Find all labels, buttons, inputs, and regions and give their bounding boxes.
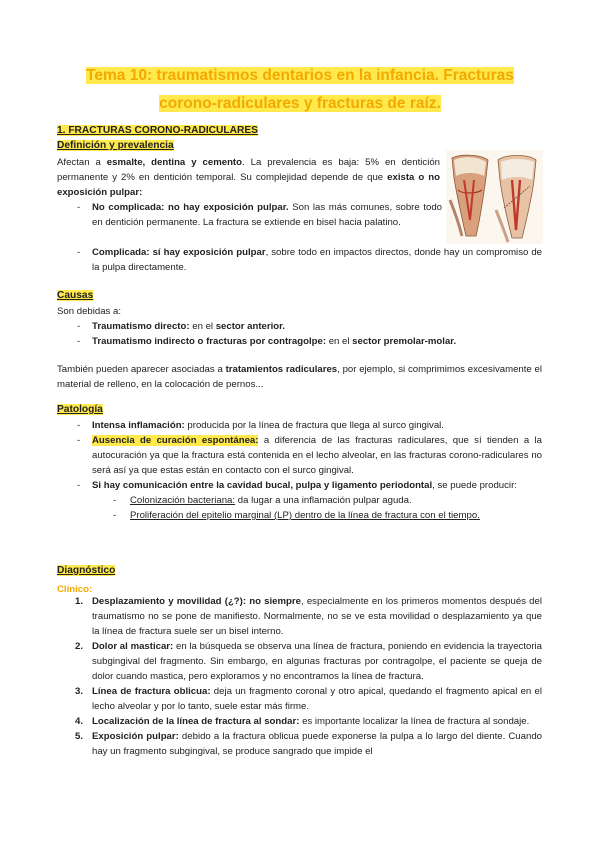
list-item: 1. Desplazamiento y movilidad (¿?): no siempre, especialmente en los primeros momentos después del traumatismo no se pone de manifiesto. Normalmente, no se ve esta movilidad o desplazamiento ya que la línea de fractura suele ser un bisel interno.: [75, 596, 542, 637]
title-line-2: corono-radiculares y fracturas de raíz.: [159, 95, 441, 112]
section-heading-fracturas: 1. FRACTURAS CORONO-RADICULARES: [57, 125, 258, 136]
list-item: 4. Localización de la línea de fractura al sondar: es importante localizar la línea de fractura al sondaje.: [75, 716, 530, 727]
list-item: 2. Dolor al masticar: en la búsqueda se observa una línea de fractura, poniendo en evidencia la trayectoria subgingival del fragmento. Sin embargo, en algunas fracturas por contragolpe, el paciente se queja de dolor cuando mastica, pero exploramos y no encontramos la línea de fractura.: [75, 641, 542, 682]
causas-block: [57, 304, 542, 349]
document-title: [40, 62, 560, 118]
section-heading-causas: Causas: [57, 290, 94, 301]
sub-list-item: - Colonización bacteriana: da lugar a una inflamación pulpar aguda.: [57, 493, 542, 508]
section-heading-diagnostico: Diagnóstico: [57, 565, 116, 576]
list-item: - Intensa inflamación: producida por la línea de fractura que llega al surco gingival.: [57, 418, 542, 433]
list-item: - Si hay comunicación entre la cavidad bucal, pulpa y ligamento periodontal, se puede producir:: [57, 478, 542, 493]
patologia-block: [57, 418, 542, 523]
title-line-1: Tema 10: traumatismos dentarios en la infancia. Fracturas: [86, 67, 514, 84]
list-item: - No complicada: no hay exposición pulpar. Son las más comunes, sobre todo en dentición permanente. La fractura se extiende en bisel hacia palatino.: [57, 200, 442, 230]
subheading-definicion: Definición y prevalencia: [57, 140, 174, 151]
list-item: - Traumatismo directo: en el sector anterior.: [57, 319, 542, 334]
tipos-list-2: [57, 245, 542, 275]
definicion-paragraph: Afectan a esmalte, dentina y cemento. La prevalencia es baja: 5% en dentición permanente y 2% en dentición temporal. Su complejidad depende de que exista o no exposición pulpar:: [57, 157, 440, 198]
causas-intro: Son debidas a:: [57, 306, 122, 317]
list-item: 3. Línea de fractura oblicua: deja un fragmento coronal y otro apical, quedando el fragmento apical en el lecho alveolar y por lo tanto, suele estar más firme.: [75, 686, 542, 712]
list-item: 5. Exposición pulpar: debido a la fractura oblicua puede exponerse la pulpa a lo largo del diente. Cuando hay un fragmento subgingival, se produce sangrado que impide el: [75, 731, 542, 757]
definicion-block: [57, 155, 440, 200]
section-heading-patologia: Patología: [57, 404, 103, 415]
tooth-fracture-illustration: [446, 150, 543, 244]
tipos-list-1: [57, 200, 442, 230]
diagnostico-list: [57, 594, 542, 759]
list-item: - Complicada: sí hay exposición pulpar, sobre todo en impactos directos, donde hay un compromiso de la pulpa directamente.: [57, 245, 542, 275]
list-item: - Ausencia de curación espontánea: a diferencia de las fracturas radiculares, que sí tienden a la autocuración ya que la fractura está contenida en el lecho alveolar, en las fracturas corono-radiculares no será así ya que estas están en contacto con el surco gingival.: [57, 433, 542, 478]
clinico-label: Clínico:: [57, 584, 93, 595]
causas-paragraph: También pueden aparecer asociadas a tratamientos radiculares, por ejemplo, si comprimimos excesivamente el material de relleno, en la colocación de pernos...: [57, 364, 542, 390]
list-item: - Traumatismo indirecto o fracturas por contragolpe: en el sector premolar-molar.: [57, 334, 542, 349]
sub-list-item: - Proliferación del epitelio marginal (LP) dentro de la línea de fractura con el tiempo.: [57, 508, 542, 523]
